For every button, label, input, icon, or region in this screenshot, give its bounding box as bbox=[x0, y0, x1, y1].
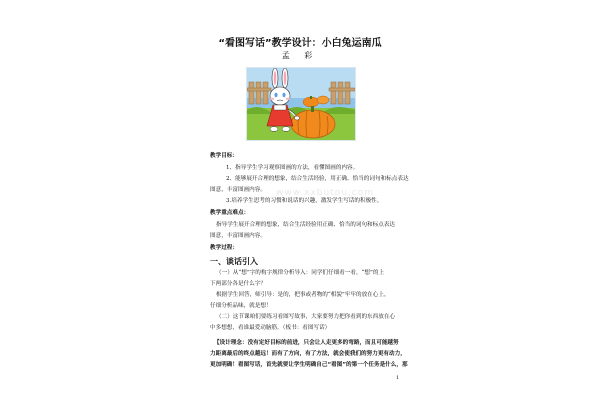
body-line: 仔细分析品味，就是想！ bbox=[210, 303, 272, 309]
objective-line: 图意，丰富图画内容。 bbox=[210, 187, 266, 193]
design-note-line: 更加明确！看图写话，首先就要让学生明确自己“看图”的第一个任务是什么，那 bbox=[210, 362, 408, 368]
design-note-line: 【设计理念：没有定好目标的前进，只会让人走更多的弯路，而且可能越努 bbox=[214, 340, 399, 346]
body-line: （二）这节课咱们要练习看图写故事，大家要努力把你看到的东西放在心 bbox=[216, 314, 396, 320]
objectives-heading: 教学目标： bbox=[210, 153, 238, 159]
keypoints-heading: 教学重点难点： bbox=[210, 210, 250, 216]
rabbit-pumpkin-illustration bbox=[246, 67, 356, 141]
watermark: www.xxbutou.com bbox=[276, 188, 375, 198]
keypoint-line: 图意，丰富图画内容。 bbox=[210, 233, 266, 239]
design-note-line: 力距离最后的终点越远！而有了方向，有了方法，就会使我们的努力更有动力， bbox=[210, 351, 406, 357]
body-line: 根据学生回答，师引导：是的，把事或者物的“相貌”牢牢的放在心上， bbox=[216, 292, 390, 298]
author-name: 孟 彩 bbox=[281, 51, 319, 60]
objective-line: 2、能够展开合理的想象，结合生活经验，用正确、恰当的词句和标点表达 bbox=[226, 176, 409, 182]
keypoint-line: 指导学生展开合理的想象，结合生活经验用正确、恰当的词句和标点表达 bbox=[216, 222, 396, 228]
section-title: 一、谈话引入 bbox=[210, 257, 258, 266]
body-line: 中多想想，看谁最爱动脑筋。（板书：看图写话） bbox=[210, 325, 331, 331]
page-number: 1 bbox=[396, 375, 400, 381]
objective-line: 3.培养学生思考的习惯和说话的兴趣，激发学生写话的积极性。 bbox=[226, 198, 383, 204]
body-line: （一）从“想”字的构字规律分析导入：同学们仔细看一看，“想”的上 bbox=[216, 270, 385, 276]
document-title: “看图写话”教学设计：小白兔运南瓜 bbox=[218, 38, 382, 49]
objective-line: 1、指导学生学习观察图画的方法，看懂图画的内容。 bbox=[226, 165, 359, 171]
process-heading: 教学过程： bbox=[210, 245, 238, 251]
body-line: 下两部分各是什么字？ bbox=[210, 281, 266, 287]
